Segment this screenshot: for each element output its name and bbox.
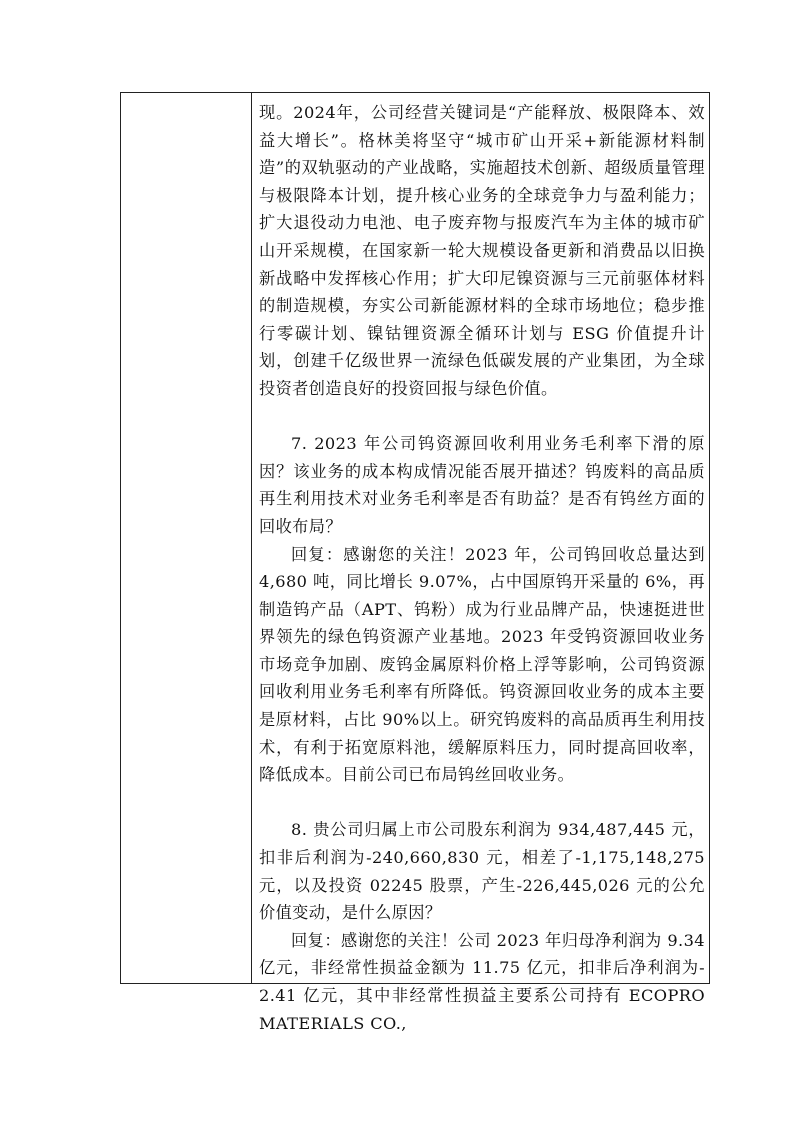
table-left-cell <box>121 93 251 983</box>
table-column-divider <box>251 93 252 983</box>
continuation-paragraph: 现。2024年，公司经营关键词是“产能释放、极限降本、效益大增长”。格林美将坚守“城市矿山开采+新能源材料制造”的双轨驱动的产业战略，实施超技术创新、超级质量管理与极限降本计划，提升核心业务的全球竞争力与盈利能力；扩大退役动力电池、电子废弃物与报废汽车为主体的城市矿山开采规模，在国家新一轮大规模设备更新和消费品以旧换新战略中发挥核心作用；扩大印尼镍资源与三元前驱体材料的制造规模，夯实公司新能源材料的全球市场地位；稳步推行零碳计划、镍钴锂资源全循环计划与 ESG 价值提升计划，创建千亿级世界一流绿色低碳发展的产业集团，为全球投资者创造良好的投资回报与绿色价值。 <box>259 103 705 398</box>
qa-table <box>120 92 710 1033</box>
answer-7: 回复：感谢您的关注！2023 年，公司钨回收总量达到 4,680 吨，同比增长 9.07%，占中国原钨开采量的 6%，再制造钨产品（APT、钨粉）成为行业品牌产品，快速挺进世界领先的绿色钨资源产业基地。2023 年受钨资源回收业务市场竞争加剧、废钨金属原料价格上浮等影响，公司钨资源回收利用业务毛利率有所降低。钨资源回收业务的成本主要是原材料，占比 90%以上。研究钨废料的高品质再生利用技术，有利于拓宽原料池，缓解原料压力，同时提高回收率，降低成本。目前公司已布局钨丝回收业务。 <box>259 544 705 785</box>
table-right-cell <box>259 99 705 1037</box>
section-gap <box>259 789 705 817</box>
section-gap <box>259 403 705 431</box>
question-8: 8. 贵公司归属上市公司股东利润为 934,487,445 元，扣非后利润为-240,660,830 元，相差了-1,175,148,275 元，以及投资 02245 股票，产生-226,445,026 元的公允价值变动，是什么原因？ <box>259 820 705 923</box>
answer-8: 回复：感谢您的关注！公司 2023 年归母净利润为 9.34 亿元，非经常性损益金额为 11.75 亿元，扣非后净利润为-2.41 亿元，其中非经常性损益主要系公司持有 ECOPRO MATERIALS CO., <box>259 930 705 1033</box>
question-7: 7. 2023 年公司钨资源回收利用业务毛利率下滑的原因？该业务的成本构成情况能否展开描述？钨废料的高品质再生利用技术对业务毛利率是否有助益？是否有钨丝方面的回收布局？ <box>259 434 705 536</box>
